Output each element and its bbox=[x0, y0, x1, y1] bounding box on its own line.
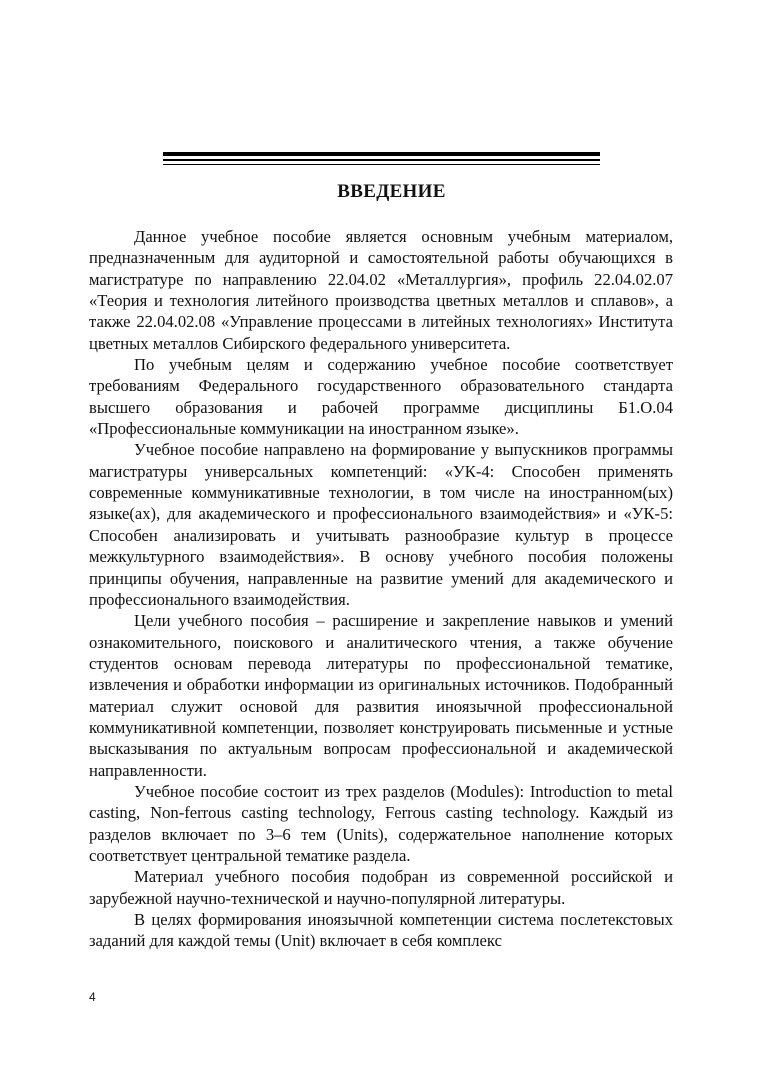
paragraph-tasks: В целях формирования иноязычной компетенции система послетекстовых заданий для каждой темы (Unit) включает в себя комплекс bbox=[89, 910, 673, 951]
header-rule-thin bbox=[163, 164, 600, 165]
paragraph-competencies: Учебное пособие направлено на формирование у выпускников программы магистратуры универсальных компетенций: «УК-4: Способен применять современные коммуникативные технологии, в том числе на иностранном(ых) языке(ах), для академического и профессионального взаимодействия» и «УК-5: Способен анализировать и учитывать разнообразие культур в процессе межкультурного взаимодействия». В основу учебного пособия положены принципы обучения, направленные на развитие умений для академического и профессионального взаимодействия. bbox=[89, 440, 673, 609]
paragraph-standards: По учебным целям и содержанию учебное пособие соответствует требованиям Федерального государственного образовательного стандарта высшего образования и рабочей программе дисциплины Б1.О.04 «Профессиональные коммуникации на иностранном языке». bbox=[89, 355, 673, 439]
body-text bbox=[89, 226, 673, 952]
header-rule-medium bbox=[163, 159, 600, 161]
header-rule-thick bbox=[163, 152, 600, 156]
paragraph-purpose: Данное учебное пособие является основным учебным материалом, предназначенным для аудиторной и самостоятельной работы обучающихся в магистратуре по направлению 22.04.02 «Металлургия», профиль 22.04.02.07 «Теория и технология литейного производства цветных металлов и сплавов», а также 22.04.02.08 «Управление процессами в литейных технологиях» Института цветных металлов Сибирского федерального университета. bbox=[89, 227, 673, 353]
paragraph-sources: Материал учебного пособия подобран из современной российской и зарубежной научно-технической и научно-популярной литературы. bbox=[89, 867, 673, 908]
paragraph-goals: Цели учебного пособия – расширение и закрепление навыков и умений ознакомительного, поискового и аналитического чтения, а также обучение студентов основам перевода литературы по профессиональной тематике, извлечения и обработки информации из оригинальных источников. Подобранный материал служит основой для развития иноязычной профессиональной коммуникативной компетенции, позволяет конструировать письменные и устные высказывания по актуальным вопросам профессиональной и академической направленности. bbox=[89, 611, 673, 780]
paragraph-structure: Учебное пособие состоит из трех разделов (Modules): Introduction to metal casting, Non-ferrous casting technology, Ferrous casting technology. Каждый из разделов включает по 3–6 тем (Units), содержательное наполнение которых соответствует центральной тематике раздела. bbox=[89, 781, 673, 865]
page-title: ВВЕДЕНИЕ bbox=[337, 181, 446, 202]
header-rule bbox=[163, 152, 600, 165]
page-number: 4 bbox=[89, 990, 96, 1004]
